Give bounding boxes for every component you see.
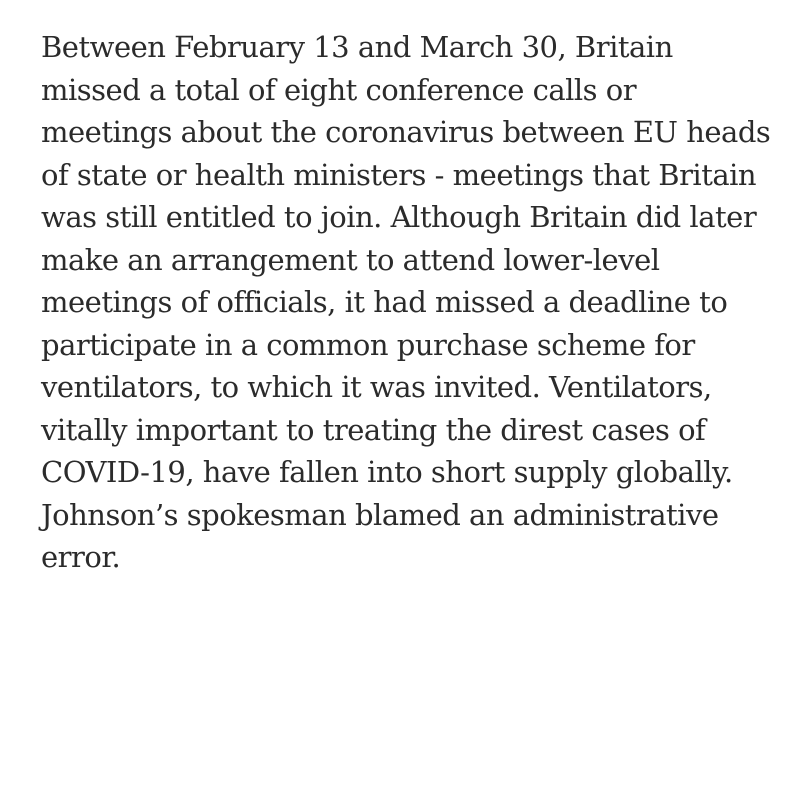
paragraph-line: make an arrangement to attend lower-level (41, 242, 660, 277)
paragraph-line: meetings about the coronavirus between EU heads (41, 115, 771, 149)
paragraph-line: Johnson’s spokesman blamed an administrative (41, 497, 719, 532)
paragraph-line: vitally important to treating the direst cases of (41, 412, 706, 447)
article-paragraph (41, 26, 781, 579)
paragraph-line: ventilators, to which it was invited. Ventilators, (41, 370, 712, 404)
paragraph-line: of state or health ministers - meetings that Britain (41, 157, 757, 192)
paragraph-line: was still entitled to join. Although Britain did later (41, 200, 757, 234)
paragraph-line: COVID-19, have fallen into short supply globally. (41, 455, 733, 489)
paragraph-line: Between February 13 and March 30, Britain (41, 30, 673, 64)
paragraph-line: missed a total of eight conference calls or (41, 72, 637, 107)
paragraph-line: participate in a common purchase scheme for (41, 327, 695, 362)
paragraph-line: error. (41, 540, 121, 574)
paragraph-line: meetings of officials, it had missed a deadline to (41, 285, 728, 319)
